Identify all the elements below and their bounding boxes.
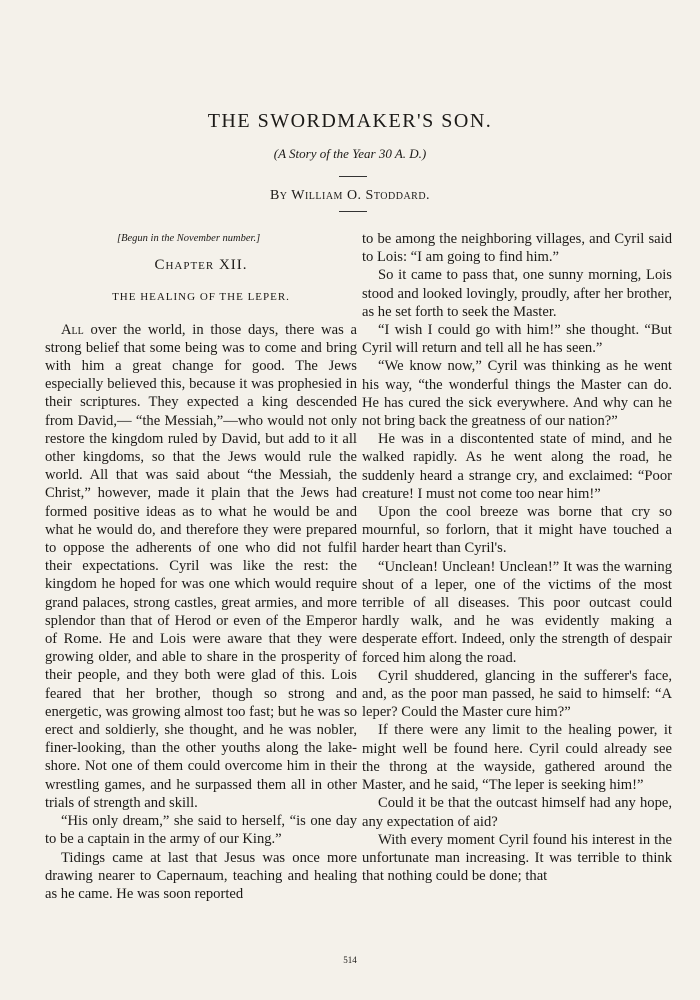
chapter-number: Chapter XII.	[154, 257, 248, 274]
right-column	[362, 230, 672, 885]
paragraph: So it came to pass that, one sunny morning, Lois stood and looked lovingly, proudly, after her brother, as he set forth to seek the Master.	[362, 267, 672, 320]
byline-divider	[339, 211, 367, 212]
paragraph: “I wish I could go with him!” she thought. “But Cyril will return and tell all he has seen.”	[362, 322, 672, 357]
story-subtitle: (A Story of the Year 30 A. D.)	[273, 146, 427, 161]
paragraph: He was in a discontented state of mind, and he walked rapidly. As he went along the road, he suddenly heard a strange cry, and exclaimed: “Poor creature! I must not come too near him!”	[362, 431, 672, 502]
paragraph: to be among the neighboring villages, and Cyril said to Lois: “I am going to find him.”	[362, 231, 672, 266]
paragraph: “We know now,” Cyril was thinking as he went his way, “the wonderful things the Master can do. He has cured the sick everywhere. And why can he not bring back the greatness of our nation?”	[362, 358, 672, 430]
continuation-note: [Begun in the November number.]	[117, 233, 261, 244]
lead-word: All	[61, 321, 84, 338]
paragraph: Could it be that the outcast himself had any hope, any expectation of aid?	[362, 795, 672, 830]
paragraph: Tidings came at last that Jesus was once more drawing nearer to Capernaum, teaching and healing as he came. He was soon reported	[45, 849, 357, 902]
chapter-heading: THE HEALING OF THE LEPER.	[112, 291, 290, 304]
paragraph: If there were any limit to the healing power, it might well be found here. Cyril could already see the throng at the wayside, gathered around the Master, and he said, “The leper is seeking him!”	[362, 722, 672, 794]
paragraph: With every moment Cyril found his interest in the unfortunate man increasing. It was terrible to think that nothing could be done; that	[362, 831, 672, 885]
author-byline: By William O. Stoddard.	[269, 188, 431, 203]
story-title: THE SWORDMAKER'S SON.	[207, 110, 493, 132]
paragraph: Upon the cool breeze was borne that cry so mournful, so forlorn, that it might have touched a harder heart than Cyril's.	[362, 504, 672, 557]
title-divider	[339, 176, 367, 177]
paragraph-text: over the world, in those days, there was a strong belief that some being was to come and bring with him a great change for good. The Jews especially believed this, because it was prophesied in their scriptures. They expected a king descended from David,— “the Messiah,”—who would not only restore the kingdom ruled by David, but add to it all other kingdoms, so that the Jews would rule the world. All that was said about “the Messiah, the Christ,” however, made it plain that the Jews had formed positive ideas as to what he would be and what he would do, and therefore they were prepared to oppose the adherents of one who did not fulfil their expectations. Cyril was like the rest: the kingdom he hoped for was one which would require grand palaces, strong castles, great armies, and more splendor than that of Herod or even of the Emperor of Rome. He and Lois were aware that they were growing older, and able to share in the prosperity of their people, and they both were glad of this. Lois feared that her brother, though so strong and energetic, was growing almost too fast; but he was so erect and soldierly, she thought, and he was nobler, finer-looking, than the other youths along the lake-shore. Not one of them could overcome him in their wrestling games, and he surpassed them all in other trials of strength and skill.	[45, 321, 357, 811]
paragraph: “His only dream,” she said to herself, “is one day to be a captain in the army of our King.”	[45, 813, 357, 848]
left-column	[45, 230, 357, 903]
paragraph	[45, 321, 357, 812]
paragraph: “Unclean! Unclean! Unclean!” It was the warning shout of a leper, one of the victims of the most terrible of all diseases. This poor outcast could hardly walk, and he was evidently making a desperate effort. Indeed, only the strength of despair forced him along the road.	[362, 558, 672, 666]
page-number: 514	[343, 955, 357, 965]
paragraph: Cyril shuddered, glancing in the sufferer's face, and, as the poor man passed, he said to himself: “A leper? Could the Master cure him?”	[362, 667, 672, 721]
